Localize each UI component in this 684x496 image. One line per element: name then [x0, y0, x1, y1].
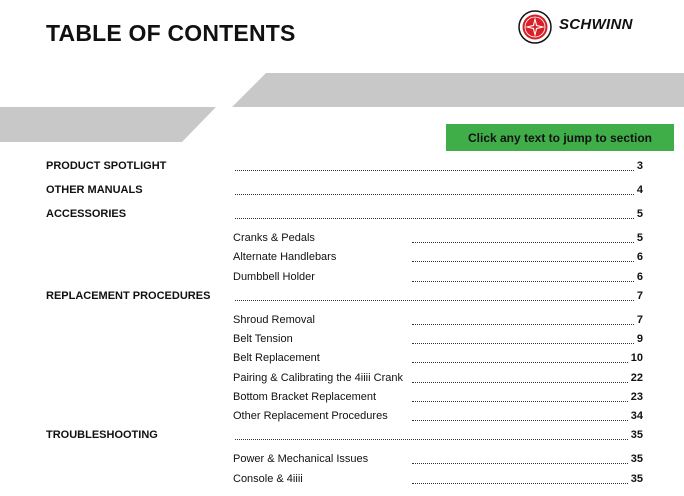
toc-entry-label[interactable]: Shroud Removal [233, 314, 315, 326]
toc-dot-leader [412, 420, 628, 421]
toc-entry-shroud-removal[interactable] [0, 314, 684, 330]
toc-page-number[interactable]: 35 [630, 429, 643, 441]
toc-entry-belt-replacement[interactable] [0, 352, 684, 368]
toc-page-number[interactable]: 22 [630, 372, 643, 384]
toc-entry-belt-tension[interactable] [0, 333, 684, 349]
toc-dot-leader [235, 300, 634, 301]
toc-page-number[interactable]: 5 [636, 232, 643, 244]
toc-page-number[interactable]: 9 [636, 333, 643, 345]
toc-entry-pairing-calibrating[interactable] [0, 372, 684, 388]
toc-dot-leader [235, 194, 634, 195]
toc-entry-product-spotlight[interactable] [0, 160, 684, 176]
toc-entry-label[interactable]: Belt Tension [233, 333, 293, 345]
toc-dot-leader [412, 382, 628, 383]
toc-dot-leader [412, 261, 634, 262]
decorative-gray-band-left [0, 107, 216, 142]
toc-entry-label[interactable]: Pairing & Calibrating the 4iiii Crank [233, 372, 403, 384]
toc-entry-label[interactable]: Power & Mechanical Issues [233, 453, 369, 465]
toc-entry-dumbbell-holder[interactable] [0, 271, 684, 287]
toc-dot-leader [412, 281, 634, 282]
toc-page-number[interactable]: 7 [636, 290, 643, 302]
toc-entry-label[interactable]: Alternate Handlebars [233, 251, 337, 263]
toc-page-number[interactable]: 3 [636, 160, 643, 172]
toc-dot-leader [412, 324, 634, 325]
toc-entry-label[interactable]: Belt Replacement [233, 352, 320, 364]
toc-dot-leader [412, 401, 628, 402]
toc-entry-cranks-pedals[interactable] [0, 232, 684, 248]
toc-page-number[interactable]: 34 [630, 410, 643, 422]
toc-page-number[interactable]: 6 [636, 251, 643, 263]
toc-dot-leader [235, 170, 634, 171]
decorative-gray-band-right [232, 73, 684, 107]
page-title: TABLE OF CONTENTS [46, 20, 296, 46]
toc-entry-label[interactable]: Bottom Bracket Replacement [233, 391, 377, 403]
toc-dot-leader [235, 439, 628, 440]
toc-entry-label[interactable]: OTHER MANUALS [46, 184, 143, 196]
toc-entry-accessories[interactable] [0, 208, 684, 224]
toc-entry-other-replacement-procedures[interactable] [0, 410, 684, 426]
toc-entry-label[interactable]: Console & 4iiii [233, 473, 303, 485]
toc-entry-label[interactable]: Other Replacement Procedures [233, 410, 388, 422]
toc-entry-label[interactable]: Dumbbell Holder [233, 271, 315, 283]
toc-entry-replacement-procedures[interactable] [0, 290, 684, 306]
toc-page-number[interactable]: 6 [636, 271, 643, 283]
toc-page-number[interactable]: 5 [636, 208, 643, 220]
toc-entry-alternate-handlebars[interactable] [0, 251, 684, 267]
schwinn-quality-badge-icon [517, 10, 553, 44]
toc-entry-power-mechanical-issues[interactable] [0, 453, 684, 469]
toc-dot-leader [412, 463, 628, 464]
toc-entry-troubleshooting[interactable] [0, 429, 684, 445]
toc-entry-label[interactable]: Cranks & Pedals [233, 232, 315, 244]
toc-entry-label[interactable]: PRODUCT SPOTLIGHT [46, 160, 167, 172]
toc-dot-leader [412, 483, 628, 484]
toc-entry-bottom-bracket-replacement[interactable] [0, 391, 684, 407]
brand-wordmark: SCHWINN [559, 16, 633, 33]
brand-logo [517, 10, 667, 44]
toc-entry-label[interactable]: REPLACEMENT PROCEDURES [46, 290, 211, 302]
toc-dot-leader [412, 343, 634, 344]
toc-entry-console-4iiii[interactable] [0, 473, 684, 489]
toc-page-number[interactable]: 10 [630, 352, 643, 364]
toc-dot-leader [412, 242, 634, 243]
toc-page-number[interactable]: 35 [630, 473, 643, 485]
toc-entry-other-manuals[interactable] [0, 184, 684, 200]
toc-page-number[interactable]: 23 [630, 391, 643, 403]
toc-page-number[interactable]: 7 [636, 314, 643, 326]
toc-entry-label[interactable]: TROUBLESHOOTING [46, 429, 158, 441]
toc-dot-leader [412, 362, 628, 363]
toc-page-number[interactable]: 4 [636, 184, 643, 196]
toc-dot-leader [235, 218, 634, 219]
toc-entry-label[interactable]: ACCESSORIES [46, 208, 127, 220]
jump-to-section-banner[interactable]: Click any text to jump to section [446, 124, 674, 151]
toc-page-number[interactable]: 35 [630, 453, 643, 465]
